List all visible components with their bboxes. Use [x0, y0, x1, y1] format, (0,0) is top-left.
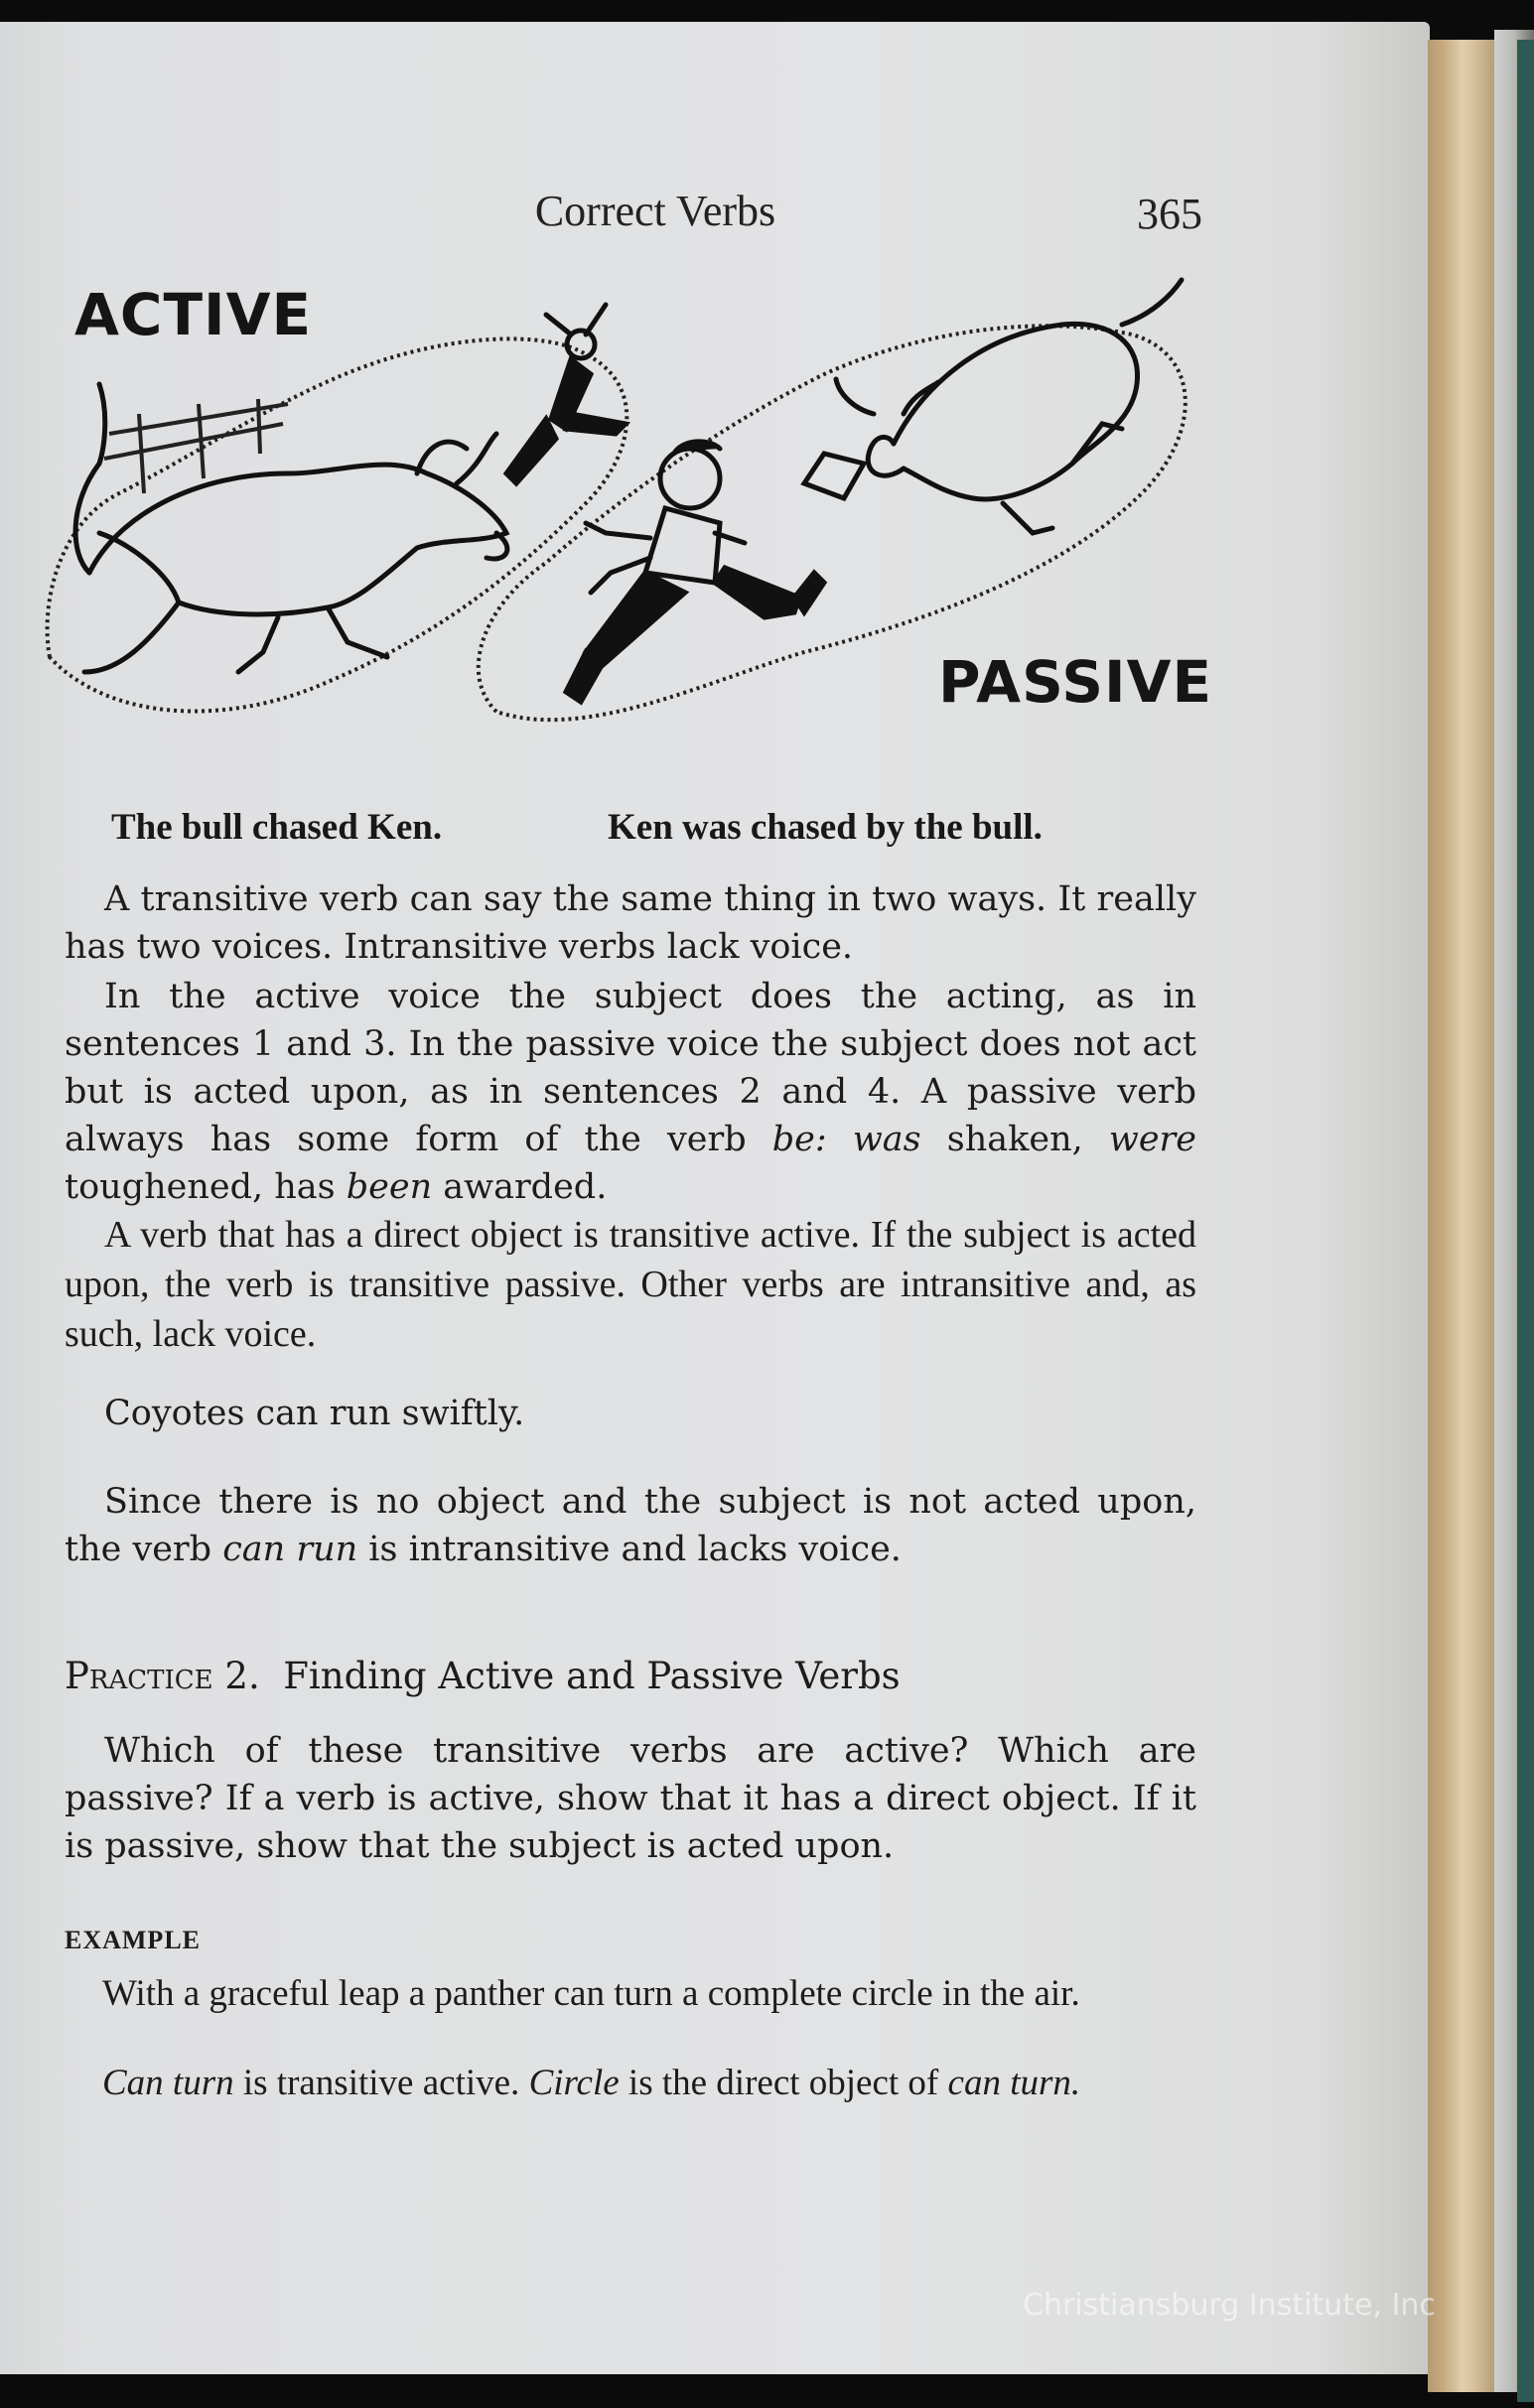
paragraph-active-passive	[65, 973, 1196, 1211]
paragraph-voices: A transitive verb can say the same thing in two ways. It really has two voices. Intransitive verbs lack voice.	[65, 879, 1196, 967]
example-answer-d: is the direct object of	[619, 2063, 948, 2103]
p2-were: were	[1108, 1120, 1196, 1159]
page-number: 365	[1137, 190, 1202, 238]
example-answer	[102, 2062, 1228, 2105]
p2-text-d: awarded.	[432, 1167, 608, 1207]
p5-text-b: is intransitive and lacks voice.	[357, 1530, 902, 1569]
left-dust-cloud	[48, 338, 628, 711]
example-answer-b: is transitive active.	[233, 2063, 529, 2103]
p2-be: be:	[771, 1120, 827, 1159]
practice-title: Finding Active and Passive Verbs	[283, 1655, 901, 1697]
practice-heading	[65, 1655, 901, 1697]
p2-text-a: In the active voice the subject does the acting, as in sentences 1 and 3. In the passive voice the subject does not act but is acted upon, as in sentences 2 and 4. A passive verb always has some form of the verb	[65, 977, 1196, 1159]
bull-right	[804, 280, 1182, 533]
tossed-boy	[506, 305, 626, 483]
paragraph-intransitive	[65, 1478, 1196, 1573]
p2-text-b: shaken,	[920, 1120, 1109, 1159]
running-boy	[566, 442, 824, 702]
caption-active: The bull chased Ken.	[111, 807, 443, 848]
example-turn: turn.	[1010, 2063, 1081, 2103]
active-passive-illustration	[30, 275, 1221, 781]
book-page	[0, 22, 1430, 2374]
active-label: ACTIVE	[74, 281, 313, 348]
example-circle: Circle	[528, 2063, 620, 2103]
example-can-turn: Can turn	[102, 2063, 234, 2103]
example-panther-sentence: With a graceful leap a panther can turn a complete circle in the air.	[102, 1973, 1080, 2014]
practice-number: 2.	[224, 1655, 260, 1697]
example-can: can	[947, 2063, 1001, 2103]
practice-instructions: Which of these transitive verbs are active? Which are passive? If a verb is active, show that it has a direct object. If it is passive, show that the subject is acted upon.	[65, 1731, 1196, 1866]
practice-label: Practice	[65, 1655, 213, 1697]
fence	[104, 399, 288, 493]
book-cover-green	[1517, 40, 1534, 2402]
p5-text-a: Since there is no object and the subject is not acted upon, the verb	[65, 1482, 1196, 1569]
caption-passive: Ken was chased by the bull.	[608, 807, 1043, 848]
paragraph-rule: A verb that has a direct object is transitive active. If the subject is acted upon, the verb is transitive passive. Other verbs are intransitive and, as such, lack voice.	[65, 1214, 1196, 1355]
running-header: Correct Verbs	[534, 187, 776, 235]
p5-can-run: can run	[222, 1530, 358, 1569]
watermark: Christiansburg Institute, Inc	[1023, 2288, 1436, 2323]
example-sentence-coyotes: Coyotes can run swiftly.	[104, 1394, 525, 1433]
example-panther	[65, 1972, 1234, 2016]
p2-was: was	[852, 1120, 921, 1159]
p2-been: been	[346, 1167, 433, 1207]
example-label: EXAMPLE	[65, 1926, 201, 1954]
p2-text-c: toughened, has	[65, 1167, 347, 1207]
passive-label: PASSIVE	[938, 648, 1213, 716]
page-block-edge	[1428, 40, 1497, 2392]
